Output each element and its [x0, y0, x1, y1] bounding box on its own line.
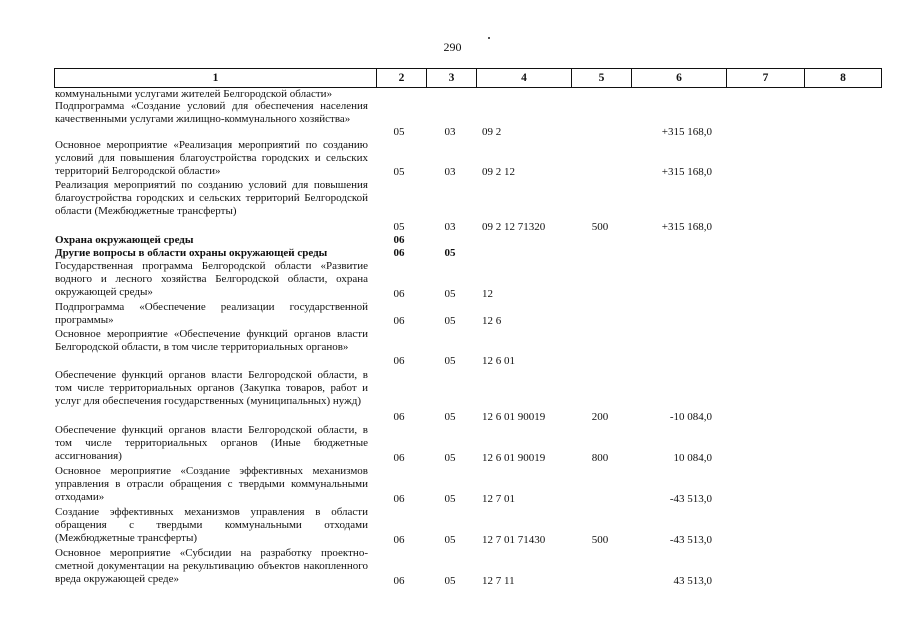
- cell-amount: +315 168,0: [661, 166, 712, 178]
- cell-subsection: 03: [444, 221, 456, 233]
- row-description: Основное мероприятие «Обеспечение функций органов власти Белгородской области, в том числе территориальных органов»: [55, 328, 368, 353]
- row-description: Охрана окружающей среды: [55, 234, 194, 246]
- table-row: [0, 369, 905, 424]
- table-row: [0, 88, 905, 100]
- cell-subsection: 05: [444, 452, 456, 464]
- cell-section: 06: [393, 452, 405, 464]
- table-row: [0, 465, 905, 506]
- table-row: [0, 506, 905, 547]
- scan-speck: [488, 37, 490, 39]
- table-row: [0, 424, 905, 465]
- cell-expense-type: 500: [591, 221, 609, 233]
- cell-target-code: 12 7 01 71430: [482, 534, 546, 546]
- column-header-8: 8: [805, 69, 882, 88]
- cell-subsection: 05: [444, 534, 456, 546]
- budget-table-body: [0, 88, 905, 588]
- table-row: [0, 247, 905, 260]
- column-header-2: 2: [377, 69, 427, 88]
- cell-section: 06: [393, 247, 405, 259]
- row-description: Основное мероприятие «Реализация мероприятий по созданию условий для повышения благоустройства городских и сельских территорий Белгородской области»: [55, 139, 368, 177]
- cell-target-code: 12 6 01 90019: [482, 411, 546, 423]
- cell-amount: +315 168,0: [661, 221, 712, 233]
- row-description: Другие вопросы в области охраны окружающей среды: [55, 247, 328, 259]
- cell-section: 06: [393, 234, 405, 246]
- table-row: [0, 547, 905, 588]
- cell-section: 06: [393, 288, 405, 300]
- row-description: Государственная программа Белгородской области «Развитие водного и лесного хозяйства Белгородской области, охрана окружающей среды»: [55, 260, 368, 298]
- cell-section: 06: [393, 493, 405, 505]
- column-header-7: 7: [727, 69, 805, 88]
- table-row: [0, 100, 905, 139]
- cell-section: 06: [393, 534, 405, 546]
- cell-subsection: 05: [444, 315, 456, 327]
- cell-section: 06: [393, 315, 405, 327]
- row-description: коммунальными услугами жителей Белгородской области»: [55, 88, 333, 100]
- cell-section: 06: [393, 575, 405, 587]
- cell-expense-type: 800: [591, 452, 609, 464]
- row-description: Создание эффективных механизмов управления в области обращения с твердыми коммунальными отходами (Межбюджетные трансферты): [55, 506, 368, 544]
- cell-subsection: 05: [444, 247, 456, 259]
- cell-section: 05: [393, 166, 405, 178]
- cell-amount: -43 513,0: [669, 493, 712, 505]
- cell-amount: -43 513,0: [669, 534, 712, 546]
- cell-subsection: 05: [444, 493, 456, 505]
- row-description: Реализация мероприятий по созданию условий для повышения благоустройства городских и сельских территорий Белгородской области (Межбюджетные трансферты): [55, 179, 368, 217]
- cell-subsection: 05: [444, 575, 456, 587]
- table-row: [0, 260, 905, 301]
- table-row: [0, 179, 905, 234]
- cell-target-code: 12 6 01: [482, 355, 515, 367]
- column-header-3: 3: [427, 69, 477, 88]
- cell-amount: 43 513,0: [673, 575, 712, 587]
- column-header-6: 6: [632, 69, 727, 88]
- cell-amount: -10 084,0: [669, 411, 712, 423]
- cell-target-code: 09 2 12: [482, 166, 515, 178]
- cell-target-code: 12 7 11: [482, 575, 515, 587]
- cell-subsection: 05: [444, 411, 456, 423]
- table-row: [0, 328, 905, 369]
- table-row: [0, 139, 905, 179]
- cell-amount: +315 168,0: [661, 126, 712, 138]
- table-row: [0, 234, 905, 247]
- row-description: Основное мероприятие «Создание эффективных механизмов управления в отрасли обращения с твердыми коммунальными отходами»: [55, 465, 368, 503]
- cell-target-code: 09 2: [482, 126, 502, 138]
- row-description: Обеспечение функций органов власти Белгородской области, в том числе территориальных органов (Иные бюджетные ассигнования): [55, 424, 368, 462]
- cell-expense-type: 500: [591, 534, 609, 546]
- row-description: Обеспечение функций органов власти Белгородской области, в том числе территориальных органов (Закупка товаров, работ и услуг для обеспечения государственных (муниципальных) нужд): [55, 369, 368, 407]
- cell-subsection: 03: [444, 166, 456, 178]
- cell-subsection: 05: [444, 355, 456, 367]
- row-description: Подпрограмма «Обеспечение реализации государственной программы»: [55, 301, 368, 326]
- cell-section: 06: [393, 355, 405, 367]
- cell-target-code: 12: [482, 288, 493, 300]
- table-row: [0, 301, 905, 328]
- cell-target-code: 09 2 12 71320: [482, 221, 546, 233]
- table-header: [54, 68, 882, 88]
- column-header-4: 4: [477, 69, 572, 88]
- column-header-5: 5: [572, 69, 632, 88]
- page-number: 290: [443, 40, 462, 54]
- cell-subsection: 05: [444, 288, 456, 300]
- cell-target-code: 12 7 01: [482, 493, 515, 505]
- cell-section: 06: [393, 411, 405, 423]
- row-description: Основное мероприятие «Субсидии на разработку проектно-сметной документации на рекультивацию объектов накопленного вреда окружающей среде»: [55, 547, 368, 585]
- cell-amount: 10 084,0: [673, 452, 712, 464]
- cell-section: 05: [393, 221, 405, 233]
- row-description: Подпрограмма «Создание условий для обеспечения населения качественными услугами жилищно-коммунального хозяйства»: [55, 100, 368, 125]
- cell-target-code: 12 6 01 90019: [482, 452, 546, 464]
- cell-expense-type: 200: [591, 411, 609, 423]
- cell-section: 05: [393, 126, 405, 138]
- column-header-1: 1: [55, 69, 377, 88]
- cell-target-code: 12 6: [482, 315, 502, 327]
- cell-subsection: 03: [444, 126, 456, 138]
